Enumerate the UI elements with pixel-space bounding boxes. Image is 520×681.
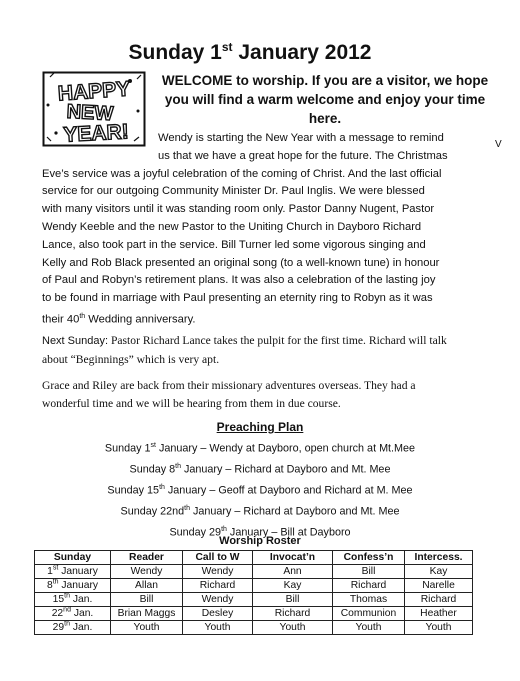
- table-row: [35, 565, 473, 579]
- preaching-plan-item: Sunday 29th January – Bill at Dayboro: [169, 525, 351, 539]
- cut-off-text: V: [495, 139, 502, 150]
- roster-cell: Bill: [253, 593, 333, 607]
- roster-cell: Richard: [333, 579, 405, 593]
- table-row: [35, 607, 473, 621]
- next-sunday-label: Next Sunday:: [42, 335, 109, 347]
- column-header: Confess’n: [333, 551, 405, 565]
- roster-cell: Allan: [111, 579, 183, 593]
- roster-cell: Richard: [405, 593, 473, 607]
- roster-cell: Ann: [253, 565, 333, 579]
- roster-cell: Youth: [183, 621, 253, 635]
- welcome-message: WELCOME to worship. If you are a visitor, we hope you will find a warm welcome and enjoy your time here.: [161, 73, 489, 126]
- roster-cell: Heather: [405, 607, 473, 621]
- roster-cell: Wendy: [183, 565, 253, 579]
- logo-text-line: NEW: [66, 100, 114, 126]
- preaching-plan-item: Sunday 8th January – Richard at Dayboro and Mt. Mee: [129, 462, 391, 476]
- intro-paragraph: Wendy is starting the New Year with a message to remind us that we have a great hope for the future. The Christmas Eve’s service was a joyful celebration of the coming of Christ. And the last official service for our outgoing Community Minister Dr. Paul Inglis. We were blessed with many visitors until it was standing room only. Pastor Danny Nugent, Pastor Wendy Keeble and the new Pastor to the Uniting Church in Dayboro Richard Lance, also took part in the service. Bill Turner led some vigorous singing and Kelly and Rob Black presented an original song (to a well-known tune) in honour of Paul and Robyn’s retirement plans. It was also a celebration of the lasting joy to be found in marriage with Paul presenting an eternity ring to Robyn as it was their 40th Wedding anniversary.: [42, 132, 448, 326]
- grace-riley-paragraph: Grace and Riley are back from their missionary adventures overseas. They had a wonderful time and we will be hearing from them in due course.: [42, 379, 416, 410]
- roster-date-cell: 8th January: [35, 579, 111, 593]
- preaching-plan-list: [0, 437, 520, 541]
- column-header: Intercess.: [405, 551, 473, 565]
- table-header-row: [35, 551, 473, 565]
- table-row: [35, 579, 473, 593]
- roster-cell: Thomas: [333, 593, 405, 607]
- roster-cell: Desley: [183, 607, 253, 621]
- roster-date-cell: 22nd Jan.: [35, 607, 111, 621]
- roster-cell: Narelle: [405, 579, 473, 593]
- roster-cell: Wendy: [183, 593, 253, 607]
- roster-date-cell: 29th Jan.: [35, 621, 111, 635]
- worship-roster-table: [34, 550, 473, 635]
- preaching-plan-heading: Preaching Plan: [216, 420, 304, 434]
- roster-cell: Brian Maggs: [111, 607, 183, 621]
- next-sunday-paragraph: Next Sunday: Pastor Richard Lance takes the pulpit for the first time. Richard will talk about “Beginnings” which is very apt.: [42, 334, 447, 366]
- roster-cell: Youth: [405, 621, 473, 635]
- roster-cell: Bill: [333, 565, 405, 579]
- preaching-plan-item: Sunday $22nd^{th}$ January – Richard at Dayboro and Mt. Mee: [120, 504, 400, 518]
- roster-date-cell: 15th Jan.: [35, 593, 111, 607]
- logo-text-line: HAPPY: [57, 77, 131, 106]
- roster-cell: Wendy: [111, 565, 183, 579]
- roster-cell: Bill: [111, 593, 183, 607]
- table-row: [35, 621, 473, 635]
- roster-cell: Communion: [333, 607, 405, 621]
- worship-roster-heading: Worship Roster: [219, 535, 301, 547]
- roster-cell: Kay: [405, 565, 473, 579]
- logo-text-line: YEAR!: [62, 120, 130, 147]
- roster-cell: Richard: [183, 579, 253, 593]
- page-title: Sunday 1st January 2012: [128, 40, 372, 64]
- roster-cell: Youth: [253, 621, 333, 635]
- roster-cell: Youth: [111, 621, 183, 635]
- roster-cell: Richard: [253, 607, 333, 621]
- roster-cell: Kay: [253, 579, 333, 593]
- roster-date-cell: 1st January: [35, 565, 111, 579]
- preaching-plan-item: Sunday 15th January – Geoff at Dayboro and Richard at M. Mee: [107, 483, 413, 497]
- column-header: Call to W: [183, 551, 253, 565]
- table-row: [35, 593, 473, 607]
- roster-cell: Youth: [333, 621, 405, 635]
- preaching-plan-item: Sunday 1st January – Wendy at Dayboro, open church at Mt.Mee: [104, 442, 416, 455]
- column-header: Reader: [111, 551, 183, 565]
- column-header: Sunday: [35, 551, 111, 565]
- column-header: Invocat’n: [253, 551, 333, 565]
